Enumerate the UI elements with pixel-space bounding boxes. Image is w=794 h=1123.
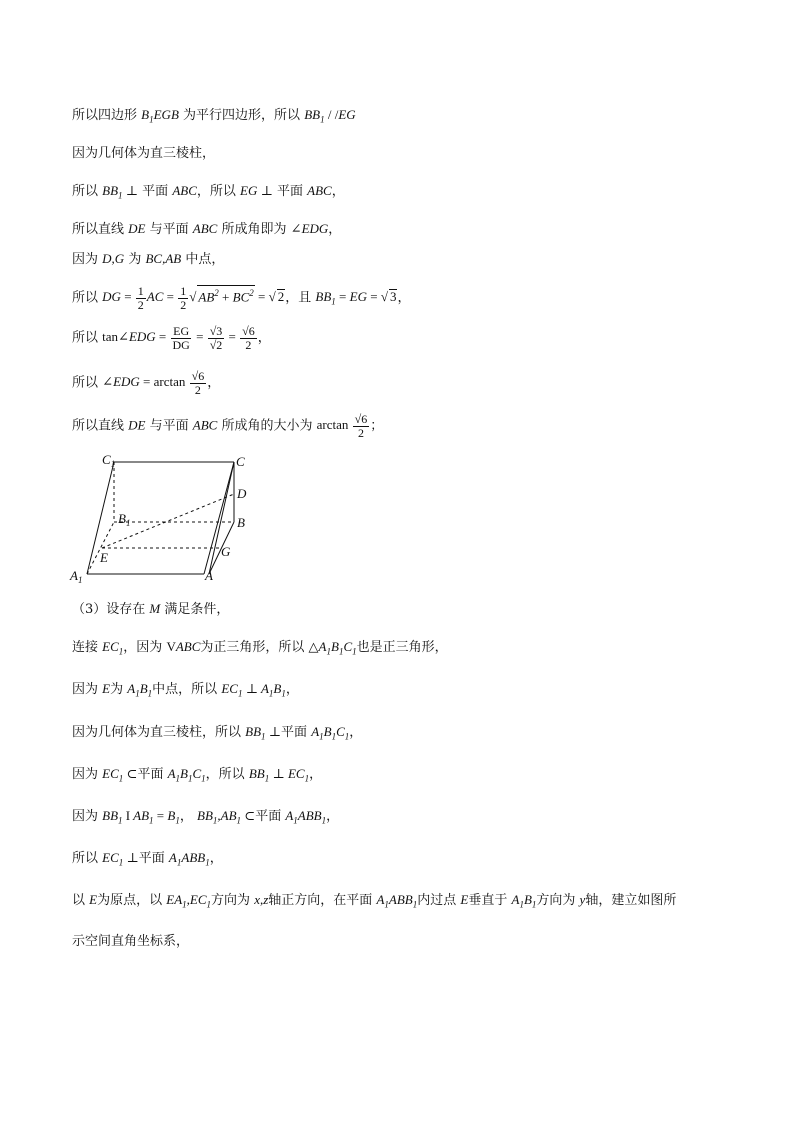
prism-figure bbox=[64, 448, 274, 588]
text-fragment: ， bbox=[285, 682, 299, 697]
math-intersection: $BB_1$ I $AB_1 = B_1$ bbox=[102, 808, 180, 826]
text-fragment: 轴正方向，在平面 bbox=[268, 893, 373, 908]
label-g: G bbox=[221, 544, 231, 559]
text-fragment: ， bbox=[179, 809, 193, 824]
text-fragment: 示空间直角坐标系， bbox=[72, 934, 190, 949]
text-line-3 bbox=[72, 182, 345, 205]
math-angle-edg: ∠EDG bbox=[290, 221, 329, 236]
math-abc: ABC bbox=[172, 183, 197, 198]
text-fragment: ， bbox=[349, 725, 363, 740]
text-fragment: 方向为 bbox=[536, 893, 576, 908]
math-arctan: ∠EDG = arctan $\frac{√6}{2}$ bbox=[102, 369, 205, 397]
text-line-5 bbox=[72, 250, 224, 269]
text-fragment: ； bbox=[370, 418, 384, 434]
math-dg-formula: DG = $\frac{1}{2}$ AC = $\frac{1}{2}$ √ $AB^2 + BC^2$ = √ 2 bbox=[102, 284, 285, 312]
math-ec1: $EC_1$ bbox=[102, 639, 124, 657]
text-fragment: 所成角即为 bbox=[221, 222, 287, 237]
text-line-4 bbox=[72, 220, 341, 239]
text-line-16 bbox=[72, 849, 223, 872]
math-e: E bbox=[89, 892, 98, 907]
label-d: D bbox=[237, 486, 247, 501]
text-line-11 bbox=[72, 638, 448, 661]
text-fragment: 因为几何体为直三棱柱，所以 bbox=[72, 725, 242, 740]
text-fragment: 平面 bbox=[137, 767, 164, 782]
text-fragment: 垂直于 bbox=[468, 893, 508, 908]
text-fragment: 所成角的大小为 bbox=[221, 418, 313, 434]
math-ec1-subset: $EC_1$ ⊂ bbox=[102, 766, 138, 784]
math-abc: ABC bbox=[307, 183, 332, 198]
text-fragment: 所以直线 bbox=[72, 418, 125, 434]
text-fragment: 为正三角形，所以 bbox=[200, 640, 305, 655]
math-abc: ABC bbox=[192, 221, 218, 236]
text-fragment: （3）设存在 bbox=[72, 602, 146, 617]
text-fragment: 平面 bbox=[138, 851, 165, 866]
text-fragment: 满足条件， bbox=[164, 602, 230, 617]
text-fragment: 所以直线 bbox=[72, 222, 125, 237]
math-a1abb1: $A_1ABB_1$ bbox=[285, 808, 327, 826]
text-line-6 bbox=[72, 285, 410, 312]
text-fragment: ，且 bbox=[285, 290, 312, 306]
text-fragment: 为平行四边形，所以 bbox=[183, 108, 301, 123]
text-fragment: 方向为 bbox=[211, 893, 251, 908]
text-line-14 bbox=[72, 765, 322, 788]
math-de: DE bbox=[128, 417, 146, 433]
math-y: y bbox=[579, 892, 586, 907]
text-fragment: 所以 bbox=[72, 290, 99, 306]
text-fragment: 因为 bbox=[72, 809, 99, 824]
math-ec1-perp: $EC_1$ ⊥ $A_1B_1$ bbox=[221, 681, 286, 699]
text-line-8 bbox=[72, 370, 220, 397]
text-fragment: ，所以 bbox=[196, 184, 236, 199]
label-c: C bbox=[236, 454, 245, 469]
math-bb1-eg: $BB_1$ = EG = √ 3 bbox=[315, 289, 397, 308]
text-fragment: 为原点，以 bbox=[97, 893, 163, 908]
text-line-12 bbox=[72, 680, 299, 703]
math-e: E bbox=[460, 892, 469, 907]
text-fragment: 所以四边形 bbox=[72, 108, 138, 123]
text-line-2 bbox=[72, 145, 215, 163]
text-fragment: 为 bbox=[128, 252, 142, 267]
text-line-17 bbox=[72, 891, 676, 914]
math-a1abb1: $A_1ABB_1$ bbox=[168, 850, 210, 868]
text-fragment: ，所以 bbox=[205, 767, 245, 782]
text-line-10 bbox=[72, 600, 229, 619]
text-fragment: 轴，建立如图所 bbox=[585, 893, 677, 908]
text-fragment: 也是正三角形， bbox=[356, 640, 448, 655]
label-a: A bbox=[205, 568, 213, 583]
text-fragment: ， bbox=[257, 330, 271, 346]
math-bb1-perp: $BB_1$ ⊥ bbox=[245, 724, 282, 742]
math-m: M bbox=[149, 601, 161, 616]
text-fragment: 与平面 bbox=[149, 418, 189, 434]
text-line-15 bbox=[72, 807, 339, 830]
label-e: E bbox=[100, 550, 108, 565]
math-quad: $B_1EGB$ bbox=[141, 107, 179, 125]
math-eg: EG ⊥ bbox=[240, 183, 273, 198]
text-fragment: 因为 bbox=[72, 767, 99, 782]
text-line-13 bbox=[72, 723, 362, 746]
math-ea1-ec1: $EA_1,EC_1$ bbox=[166, 892, 212, 910]
text-fragment: 平面 bbox=[277, 184, 304, 199]
text-fragment: ， bbox=[326, 809, 340, 824]
math-abc: ABC bbox=[192, 417, 218, 433]
math-a1b1: $A_1B_1$ bbox=[127, 681, 153, 699]
text-fragment: 因为 bbox=[72, 252, 99, 267]
math-bb1-ab1: $BB_1,AB_1$ ⊂ bbox=[197, 808, 256, 826]
text-fragment: 所以 bbox=[72, 184, 99, 199]
text-fragment: 与平面 bbox=[149, 222, 189, 237]
text-line-1 bbox=[72, 106, 356, 129]
text-fragment: ，因为 bbox=[123, 640, 163, 655]
text-fragment: ， bbox=[309, 767, 323, 782]
text-fragment: 中点， bbox=[185, 252, 225, 267]
text-fragment: ， bbox=[328, 222, 342, 237]
text-fragment: ， bbox=[331, 184, 345, 199]
text-fragment: 平面 bbox=[255, 809, 282, 824]
math-dg: D,G bbox=[102, 251, 125, 266]
text-fragment: 内过点 bbox=[417, 893, 457, 908]
text-fragment: 为 bbox=[110, 682, 124, 697]
text-fragment: 所以 bbox=[72, 330, 99, 346]
math-parallel: $BB_1 / /EG$ bbox=[304, 107, 356, 125]
text-fragment: 平面 bbox=[281, 725, 308, 740]
text-fragment: 因为几何体为直三棱柱， bbox=[72, 146, 216, 161]
text-fragment: 以 bbox=[72, 893, 86, 908]
math-a1b1c1: $A_1B_1C_1$ bbox=[311, 724, 350, 742]
text-fragment: 平面 bbox=[142, 184, 169, 199]
math-arctan-result: arctan $\frac{√6}{2}$ bbox=[316, 412, 368, 440]
math-bc-ab: BC,AB bbox=[145, 251, 182, 266]
text-line-7 bbox=[72, 325, 271, 352]
math-xz: x,z bbox=[254, 892, 269, 907]
math-vabc: VABC bbox=[166, 639, 201, 654]
math-a1abb1: $A_1ABB_1$ bbox=[376, 892, 418, 910]
math-tan: tan∠EDG = $\frac{EG}{DG}$ = $\frac{√3}{√2}$ = $\frac{√6}{2}$ bbox=[102, 324, 255, 352]
label-a1: $A_1$ bbox=[70, 568, 83, 585]
math-ec1-perp-plane: $EC_1$ ⊥ bbox=[102, 850, 139, 868]
text-fragment: ， bbox=[209, 851, 223, 866]
math-bb1-perp-ec1: $BB_1$ ⊥ $EC_1$ bbox=[248, 766, 310, 784]
text-fragment: 所以 bbox=[72, 375, 99, 391]
text-line-9 bbox=[72, 413, 383, 440]
label-b1: $B_1$ bbox=[118, 511, 131, 528]
math-triangle: $\triangle A_1B_1C_1$ bbox=[308, 639, 357, 657]
text-fragment: ， bbox=[397, 290, 411, 306]
math-de: DE bbox=[128, 221, 146, 236]
math-e: E bbox=[102, 681, 111, 696]
label-b: B bbox=[237, 515, 245, 530]
math-bb1: $BB_1$ ⊥ bbox=[102, 183, 139, 201]
text-line-18 bbox=[72, 933, 189, 951]
label-c1: $C_1$ bbox=[102, 452, 116, 469]
text-fragment: 连接 bbox=[72, 640, 99, 655]
text-fragment: 因为 bbox=[72, 682, 99, 697]
text-fragment: ， bbox=[207, 375, 221, 391]
math-a1b1: $A_1B_1$ bbox=[511, 892, 537, 910]
text-fragment: 中点，所以 bbox=[152, 682, 218, 697]
text-fragment: 所以 bbox=[72, 851, 99, 866]
math-a1b1c1: $A_1B_1C_1$ bbox=[167, 766, 206, 784]
